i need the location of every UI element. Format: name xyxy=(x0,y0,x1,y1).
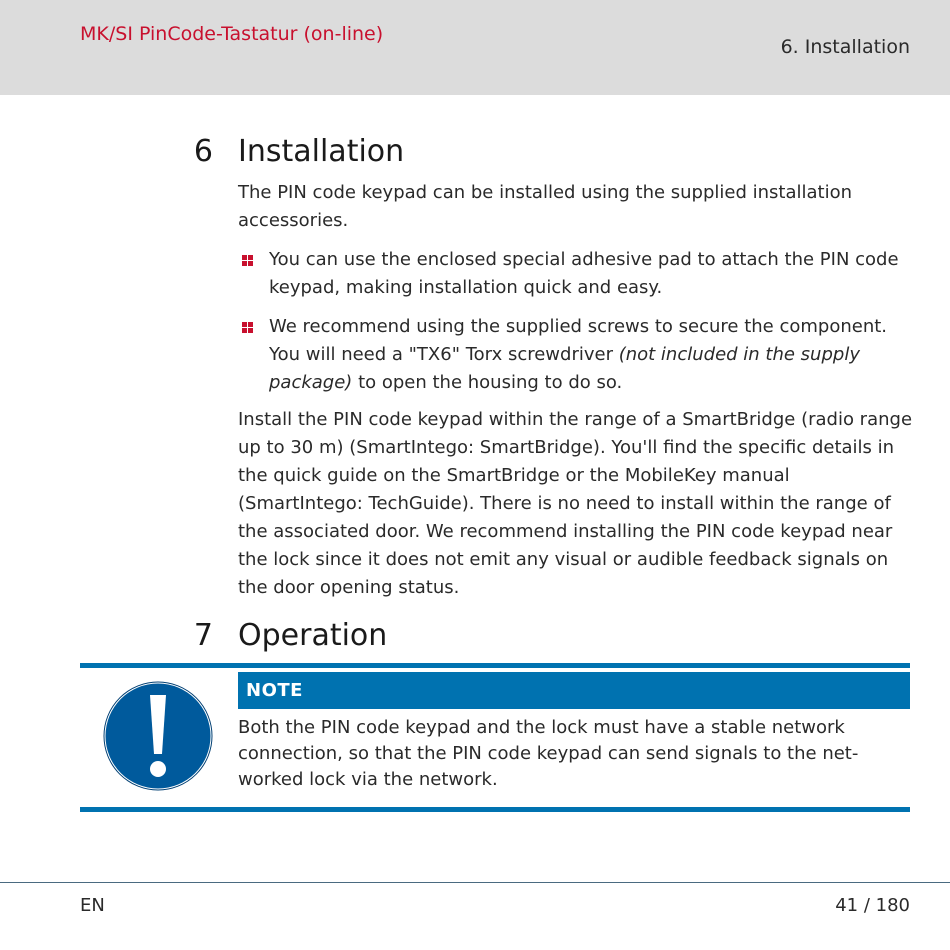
exclamation-mark-icon xyxy=(103,681,213,791)
bullet-text-end: to open the housing to do so. xyxy=(352,372,623,393)
note-label: NOTE xyxy=(246,680,303,701)
page-header xyxy=(0,0,950,95)
bullet-icon xyxy=(242,322,253,333)
section-6-number: 6 xyxy=(193,134,213,169)
bullet-icon xyxy=(242,255,253,266)
section-6-body: Install the PIN code keypad within the range of a SmartBridge (radio range up to 30 m) (SmartIntego: SmartBridge). You'll find the specific details in the quick guide on the SmartBridge or the MobileKey manual (SmartIntego: TechGuide). There is no need to install within the range of the associated door. We recommend installing the PIN code keypad near the lock since it does not emit any visual or audible feedback signals on the door opening status. xyxy=(238,409,913,598)
note-top-rule xyxy=(80,663,910,668)
bullet-text-italic: (not included in the supply package) xyxy=(269,344,860,393)
page-number: 41 / 180 xyxy=(835,895,910,916)
section-7-heading xyxy=(0,616,950,656)
bullet-text xyxy=(269,313,913,397)
note-bottom-rule xyxy=(80,807,910,812)
document-title: MK/SI PinCode-Tastatur (on-line) xyxy=(80,23,384,45)
section-6-title: Installation xyxy=(238,134,405,169)
footer-divider xyxy=(0,882,950,883)
chapter-label: 6. Installation xyxy=(780,36,910,58)
section-6-heading xyxy=(0,132,950,172)
note-text: Both the PIN code keypad and the lock must have a stable network connection, so that the PIN code keypad can send signals to the net-worked lock via the network. xyxy=(238,717,859,790)
section-6-intro: The PIN code keypad can be installed using the supplied installation accessories. xyxy=(238,182,853,231)
section-7-title: Operation xyxy=(238,618,388,653)
bullet-text: You can use the enclosed special adhesive pad to attach the PIN code keypad, making installation quick and easy. xyxy=(269,249,899,298)
footer-language: EN xyxy=(80,895,105,916)
section-7-number: 7 xyxy=(193,618,213,653)
note-header xyxy=(238,672,910,709)
bullet-text-start: We recommend using the supplied screws to secure the component. You will need a "TX6" Torx screwdriver xyxy=(269,316,888,365)
